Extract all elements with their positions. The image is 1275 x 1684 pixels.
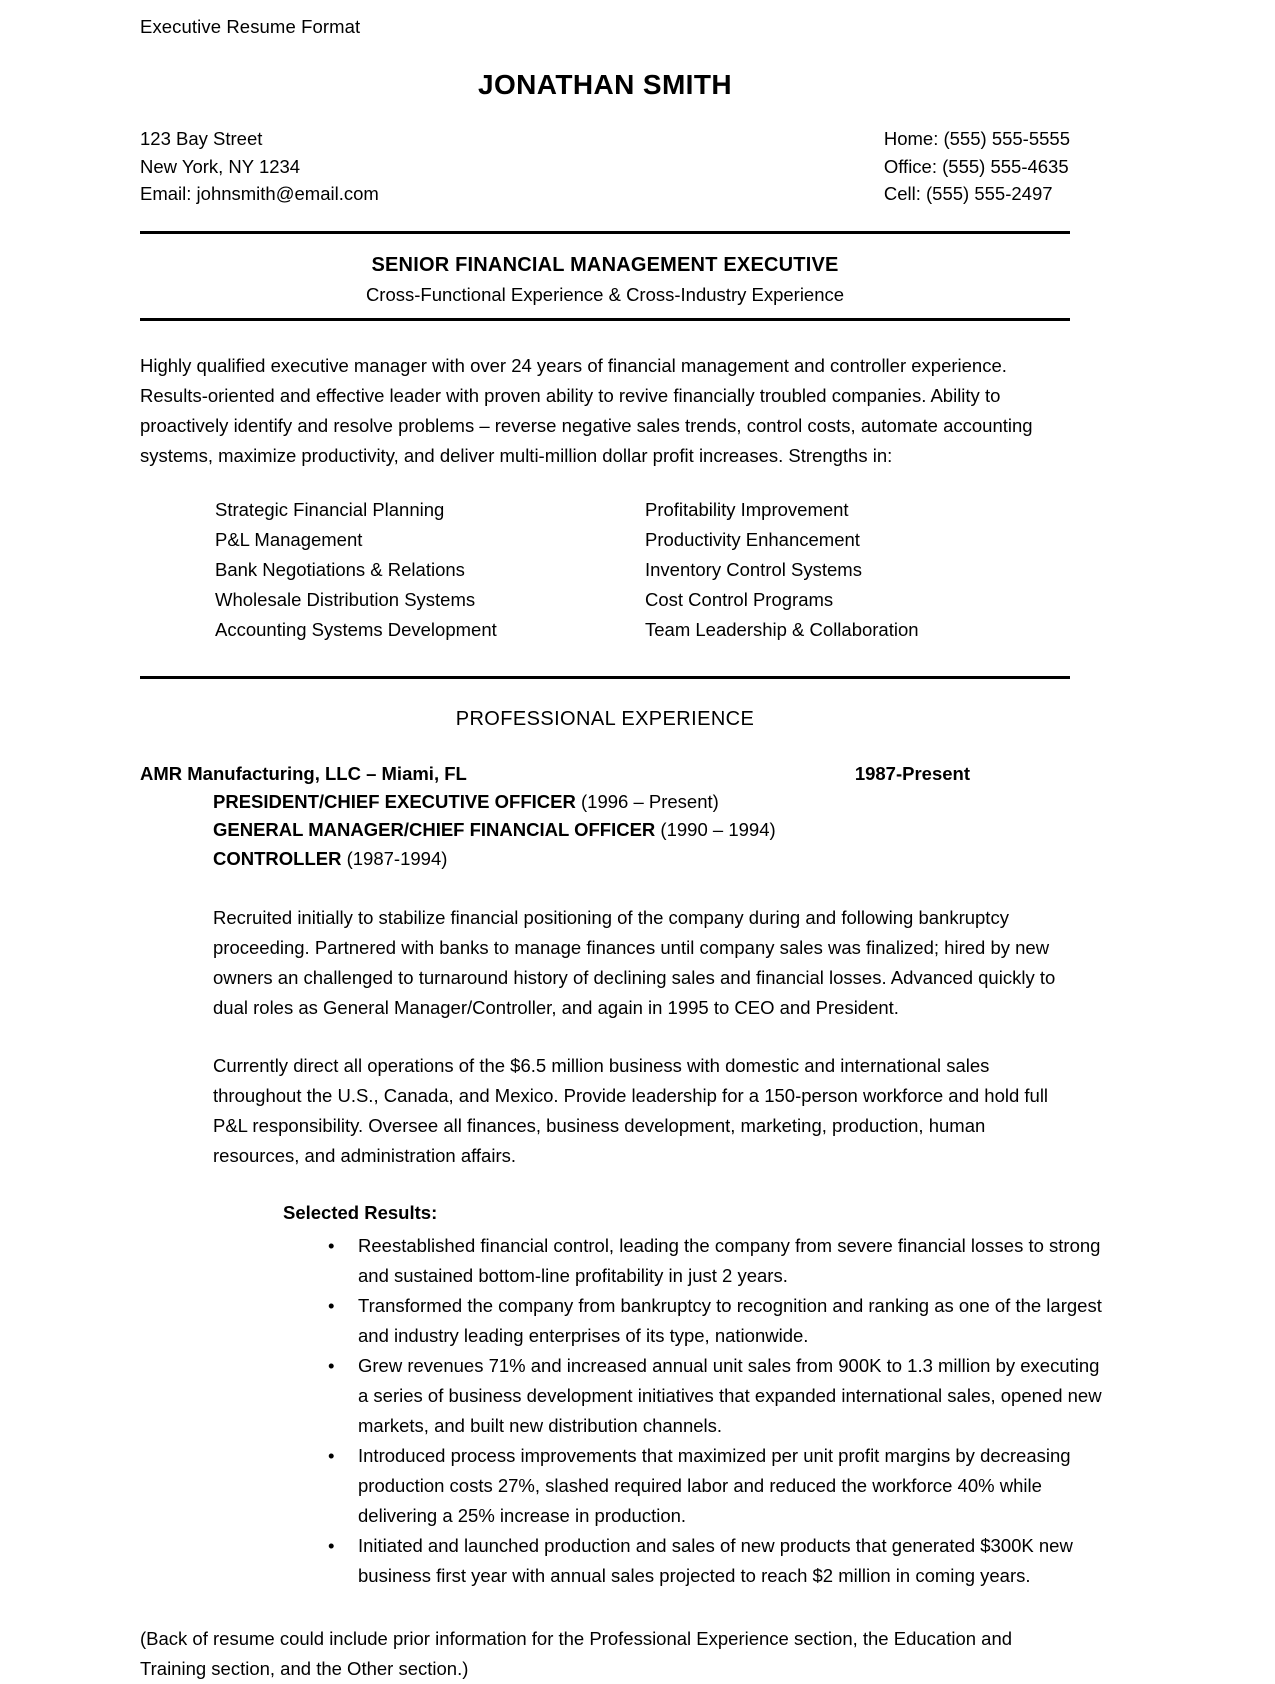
- contact-address-column: [140, 125, 379, 208]
- list-item-text: Transformed the company from bankruptcy to recognition and ranking as one of the largest and industry leading enterprises of its type, nationwide.: [358, 1295, 1102, 1346]
- contact-phone-column: [884, 125, 1070, 208]
- bullet-icon: •: [328, 1235, 335, 1256]
- strength-item: Strategic Financial Planning: [215, 498, 445, 520]
- candidate-name: JONATHAN SMITH: [478, 69, 732, 100]
- strengths-column-left: [140, 495, 645, 645]
- contact-email[interactable]: Email: johnsmith@email.com: [140, 183, 379, 204]
- job-role-title: CONTROLLER: [213, 847, 342, 869]
- job-role-years: (1996 – Present): [575, 790, 719, 812]
- strength-item: P&L Management: [215, 528, 363, 550]
- strengths-column-right: [645, 495, 1070, 645]
- summary-paragraph: Highly qualified executive manager with over 24 years of financial management and controller experience. Results-oriented and effective leader with proven ability to revive financially troubled companies. Ability to proactively identify and resolve problems – reverse negative sales trends, control costs, automate accounting systems, maximize productivity, and deliver multi-million dollar profit increases. Strengths in:: [140, 354, 1033, 466]
- job-role-years: (1987-1994): [341, 847, 448, 869]
- job-role-title: PRESIDENT/CHIEF EXECUTIVE OFFICER: [213, 790, 576, 812]
- list-item: [320, 1291, 1110, 1351]
- strength-item: Wholesale Distribution Systems: [215, 588, 476, 610]
- selected-results-label: Selected Results:: [283, 1202, 438, 1223]
- headline-subtitle: Cross-Functional Experience & Cross-Industry Experience: [365, 283, 845, 305]
- name-header: [140, 68, 1070, 102]
- job-company: AMR Manufacturing, LLC – Miami, FL: [140, 762, 467, 784]
- bullet-icon: •: [328, 1445, 335, 1466]
- list-item-text: Grew revenues 71% and increased annual unit sales from 900K to 1.3 million by executing a series of business development initiatives that expanded international sales, opened new markets, and built new distribution channels.: [358, 1355, 1102, 1436]
- strength-item: Productivity Enhancement: [645, 528, 860, 550]
- job-header: [140, 760, 1070, 788]
- selected-results-list: [320, 1231, 1110, 1591]
- professional-experience-heading: PROFESSIONAL EXPERIENCE: [455, 707, 755, 730]
- headline-title: SENIOR FINANCIAL MANAGEMENT EXECUTIVE: [371, 253, 839, 276]
- list-item: [320, 1231, 1110, 1291]
- job-role-years: (1990 – 1994): [655, 819, 776, 840]
- document-label: Executive Resume Format: [140, 16, 361, 37]
- job-roles-list: [140, 788, 1070, 874]
- list-item: [320, 1531, 1110, 1591]
- job-role: [213, 816, 1070, 845]
- contact-home-phone: Home: (555) 555-5555: [883, 128, 1070, 149]
- list-item: [320, 1441, 1110, 1531]
- contact-city-state-zip: New York, NY 1234: [140, 155, 301, 177]
- strength-item: Bank Negotiations & Relations: [215, 558, 465, 580]
- list-item-text: Initiated and launched production and sales of new products that generated $300K new business first year with annual sales projected to reach $2 million in coming years.: [358, 1535, 1073, 1586]
- list-item-text: Introduced process improvements that maximized per unit profit margins by decreasing production costs 27%, slashed required labor and reduced the workforce 40% while delivering a 25% increase in production.: [358, 1445, 1071, 1526]
- job-dates: 1987-Present: [854, 762, 970, 784]
- job-paragraph-1: Recruited initially to stabilize financial positioning of the company during and following bankruptcy proceeding. Partnered with banks to manage finances until company sales was finalized; hired by new owners an challenged to turnaround history of declining sales and financial losses. Advanced quickly to dual roles as General Manager/Controller, and again in 1995 to CEO and President.: [213, 907, 1056, 1018]
- closing-note: (Back of resume could include prior information for the Professional Experience section, the Education and Training section, and the Other section.): [140, 1628, 1013, 1679]
- strength-item: Team Leadership & Collaboration: [645, 618, 919, 640]
- divider-below-headline: [140, 318, 1070, 321]
- bullet-icon: •: [328, 1295, 335, 1316]
- strength-item: Cost Control Programs: [645, 588, 834, 610]
- contact-block: [140, 125, 1070, 208]
- job-paragraph-2: Currently direct all operations of the $6.5 million business with domestic and international sales throughout the U.S., Canada, and Mexico. Provide leadership for a 150-person workforce and hold full P&L responsibility. Oversee all finances, business development, marketing, production, human resources, and administration affairs.: [213, 1055, 1049, 1166]
- list-item-text: Reestablished financial control, leading the company from severe financial losses to strong and sustained bottom-line profitability in just 2 years.: [358, 1235, 1101, 1286]
- contact-cell-phone: Cell: (555) 555-2497: [883, 183, 1053, 204]
- headline-block: [140, 234, 1070, 310]
- list-item: [320, 1351, 1110, 1441]
- strength-item: Profitability Improvement: [645, 498, 849, 520]
- strength-item: Inventory Control Systems: [645, 558, 862, 580]
- strength-item: Accounting Systems Development: [215, 618, 497, 640]
- contact-street: 123 Bay Street: [140, 128, 263, 149]
- job-role: [213, 788, 1070, 817]
- bullet-icon: •: [328, 1355, 335, 1376]
- job-role-title: GENERAL MANAGER/CHIEF FINANCIAL OFFICER: [213, 819, 656, 840]
- job-role: [213, 845, 1070, 874]
- bullet-icon: •: [328, 1535, 335, 1556]
- contact-office-phone: Office: (555) 555-4635: [883, 155, 1069, 177]
- strengths-list: [140, 495, 1070, 645]
- divider-above-experience: [140, 676, 1070, 679]
